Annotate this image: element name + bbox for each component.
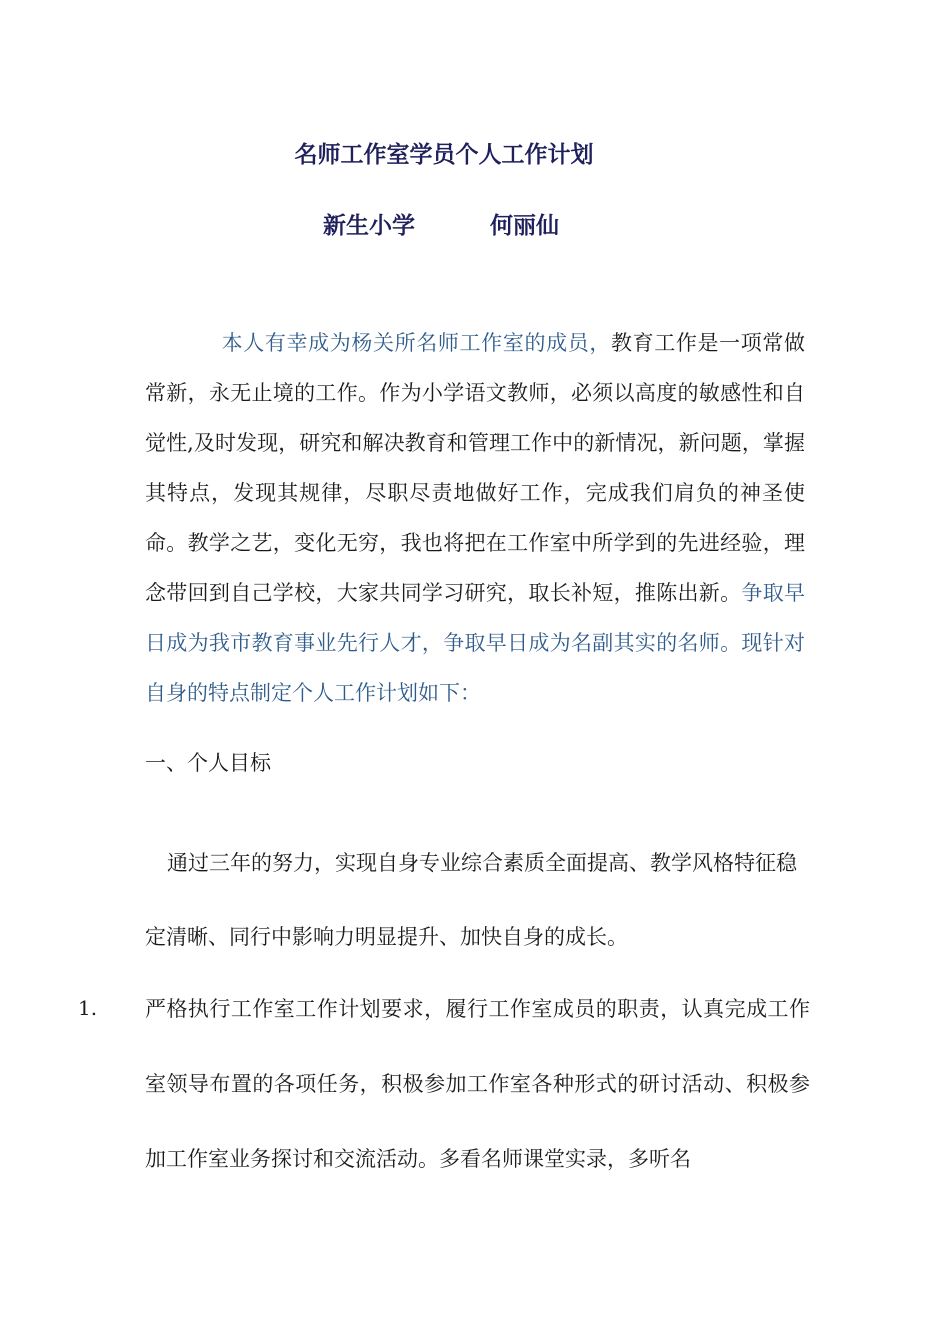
goal-paragraph: [145, 826, 805, 974]
school-name: 新生小学: [323, 213, 415, 239]
author-name: 何丽仙: [490, 213, 559, 239]
section-heading: 一、个人目标: [145, 751, 271, 775]
list-item-text: 严格执行工作室工作计划要求，履行工作室成员的职责，认真完成工作室领导布置的各项任务，积极参加工作室各种形式的研讨活动、积极参加工作室业务探讨和交流活动。多看名师课堂实录，多听名: [145, 997, 810, 1171]
list-item-number: 1.: [78, 996, 98, 1020]
document-title: 名师工作室学员个人工作计划: [294, 142, 594, 168]
intro-highlight-2: 争取早日成为我市教育事业先行人才，争取早日成为名副其实的名师。现针对自身的特点制定个人工作计划如下：: [145, 581, 806, 705]
intro-highlight-1: 本人有幸成为杨关所名师工作室的成员，: [221, 331, 611, 355]
intro-body: 教育工作是一项常做常新，永无止境的工作。作为小学语文教师，必须以高度的敏感性和自觉性,及时发现，研究和解决教育和管理工作中的新情况，新问题，掌握其特点，发现其规律，尽职尽责地做好工作，完成我们肩负的神圣使命。教学之艺，变化无穷，我也将把在工作室中所学到的先进经验，理念带回到自己学校，大家共同学习研究，取长补短，推陈出新。: [145, 331, 806, 605]
goal-text: 通过三年的努力，实现自身专业综合素质全面提高、教学风格特征稳定清晰、同行中影响力明显提升、加快自身的成长。: [145, 851, 797, 949]
intro-paragraph: [145, 318, 805, 718]
